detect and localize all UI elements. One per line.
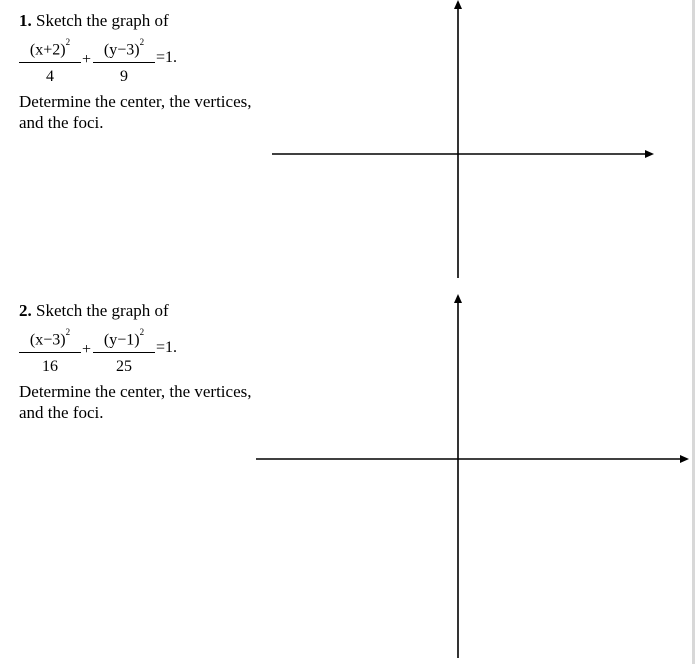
problem-1-fraction-x-exponent: 2	[65, 37, 71, 47]
problem-2-description: Determine the center, the vertices, and the foci.	[19, 382, 252, 422]
graph-1-axes	[272, 0, 654, 278]
problem-2-fraction-x-denominator: 16	[42, 358, 58, 376]
problem-1-fraction-y-denominator: 9	[120, 68, 128, 86]
problem-1-fraction-y-exponent: 2	[139, 37, 145, 47]
problem-2-fraction-x-numerator: (x−3)	[29, 331, 66, 349]
problem-2-equals-one: =1.	[156, 339, 178, 356]
graph-2-x-arrow	[680, 455, 689, 463]
problem-1-description: Determine the center, the vertices, and the foci.	[19, 92, 252, 132]
problem-2-fraction-y-exponent: 2	[139, 327, 145, 337]
problem-1-equals-one: =1.	[156, 49, 178, 66]
graph-1-x-arrow	[645, 150, 654, 158]
problem-2-fraction-y-numerator: (y−1)	[103, 331, 140, 349]
problem-2-number: 2.	[19, 301, 32, 320]
problem-1-number: 1.	[19, 11, 32, 30]
problem-2-fraction-y-denominator: 25	[116, 358, 132, 376]
problem-1-heading-text: Sketch the graph of	[36, 11, 169, 30]
problem-2-heading-text: Sketch the graph of	[36, 301, 169, 320]
graph-2-y-arrow	[454, 294, 462, 303]
problem-1-fraction-x-denominator: 4	[46, 68, 54, 86]
problem-1-fraction-y-numerator: (y−3)	[103, 41, 140, 59]
graph-2-axes	[256, 294, 689, 658]
problem-2-plus-sign: +	[82, 341, 92, 358]
problem-1-fraction-x-numerator: (x+2)	[29, 41, 66, 59]
problem-1-plus-sign: +	[82, 51, 92, 68]
graph-1-y-arrow	[454, 0, 462, 9]
scrollbar[interactable]	[692, 0, 695, 664]
problem-2-fraction-x-exponent: 2	[65, 327, 71, 337]
